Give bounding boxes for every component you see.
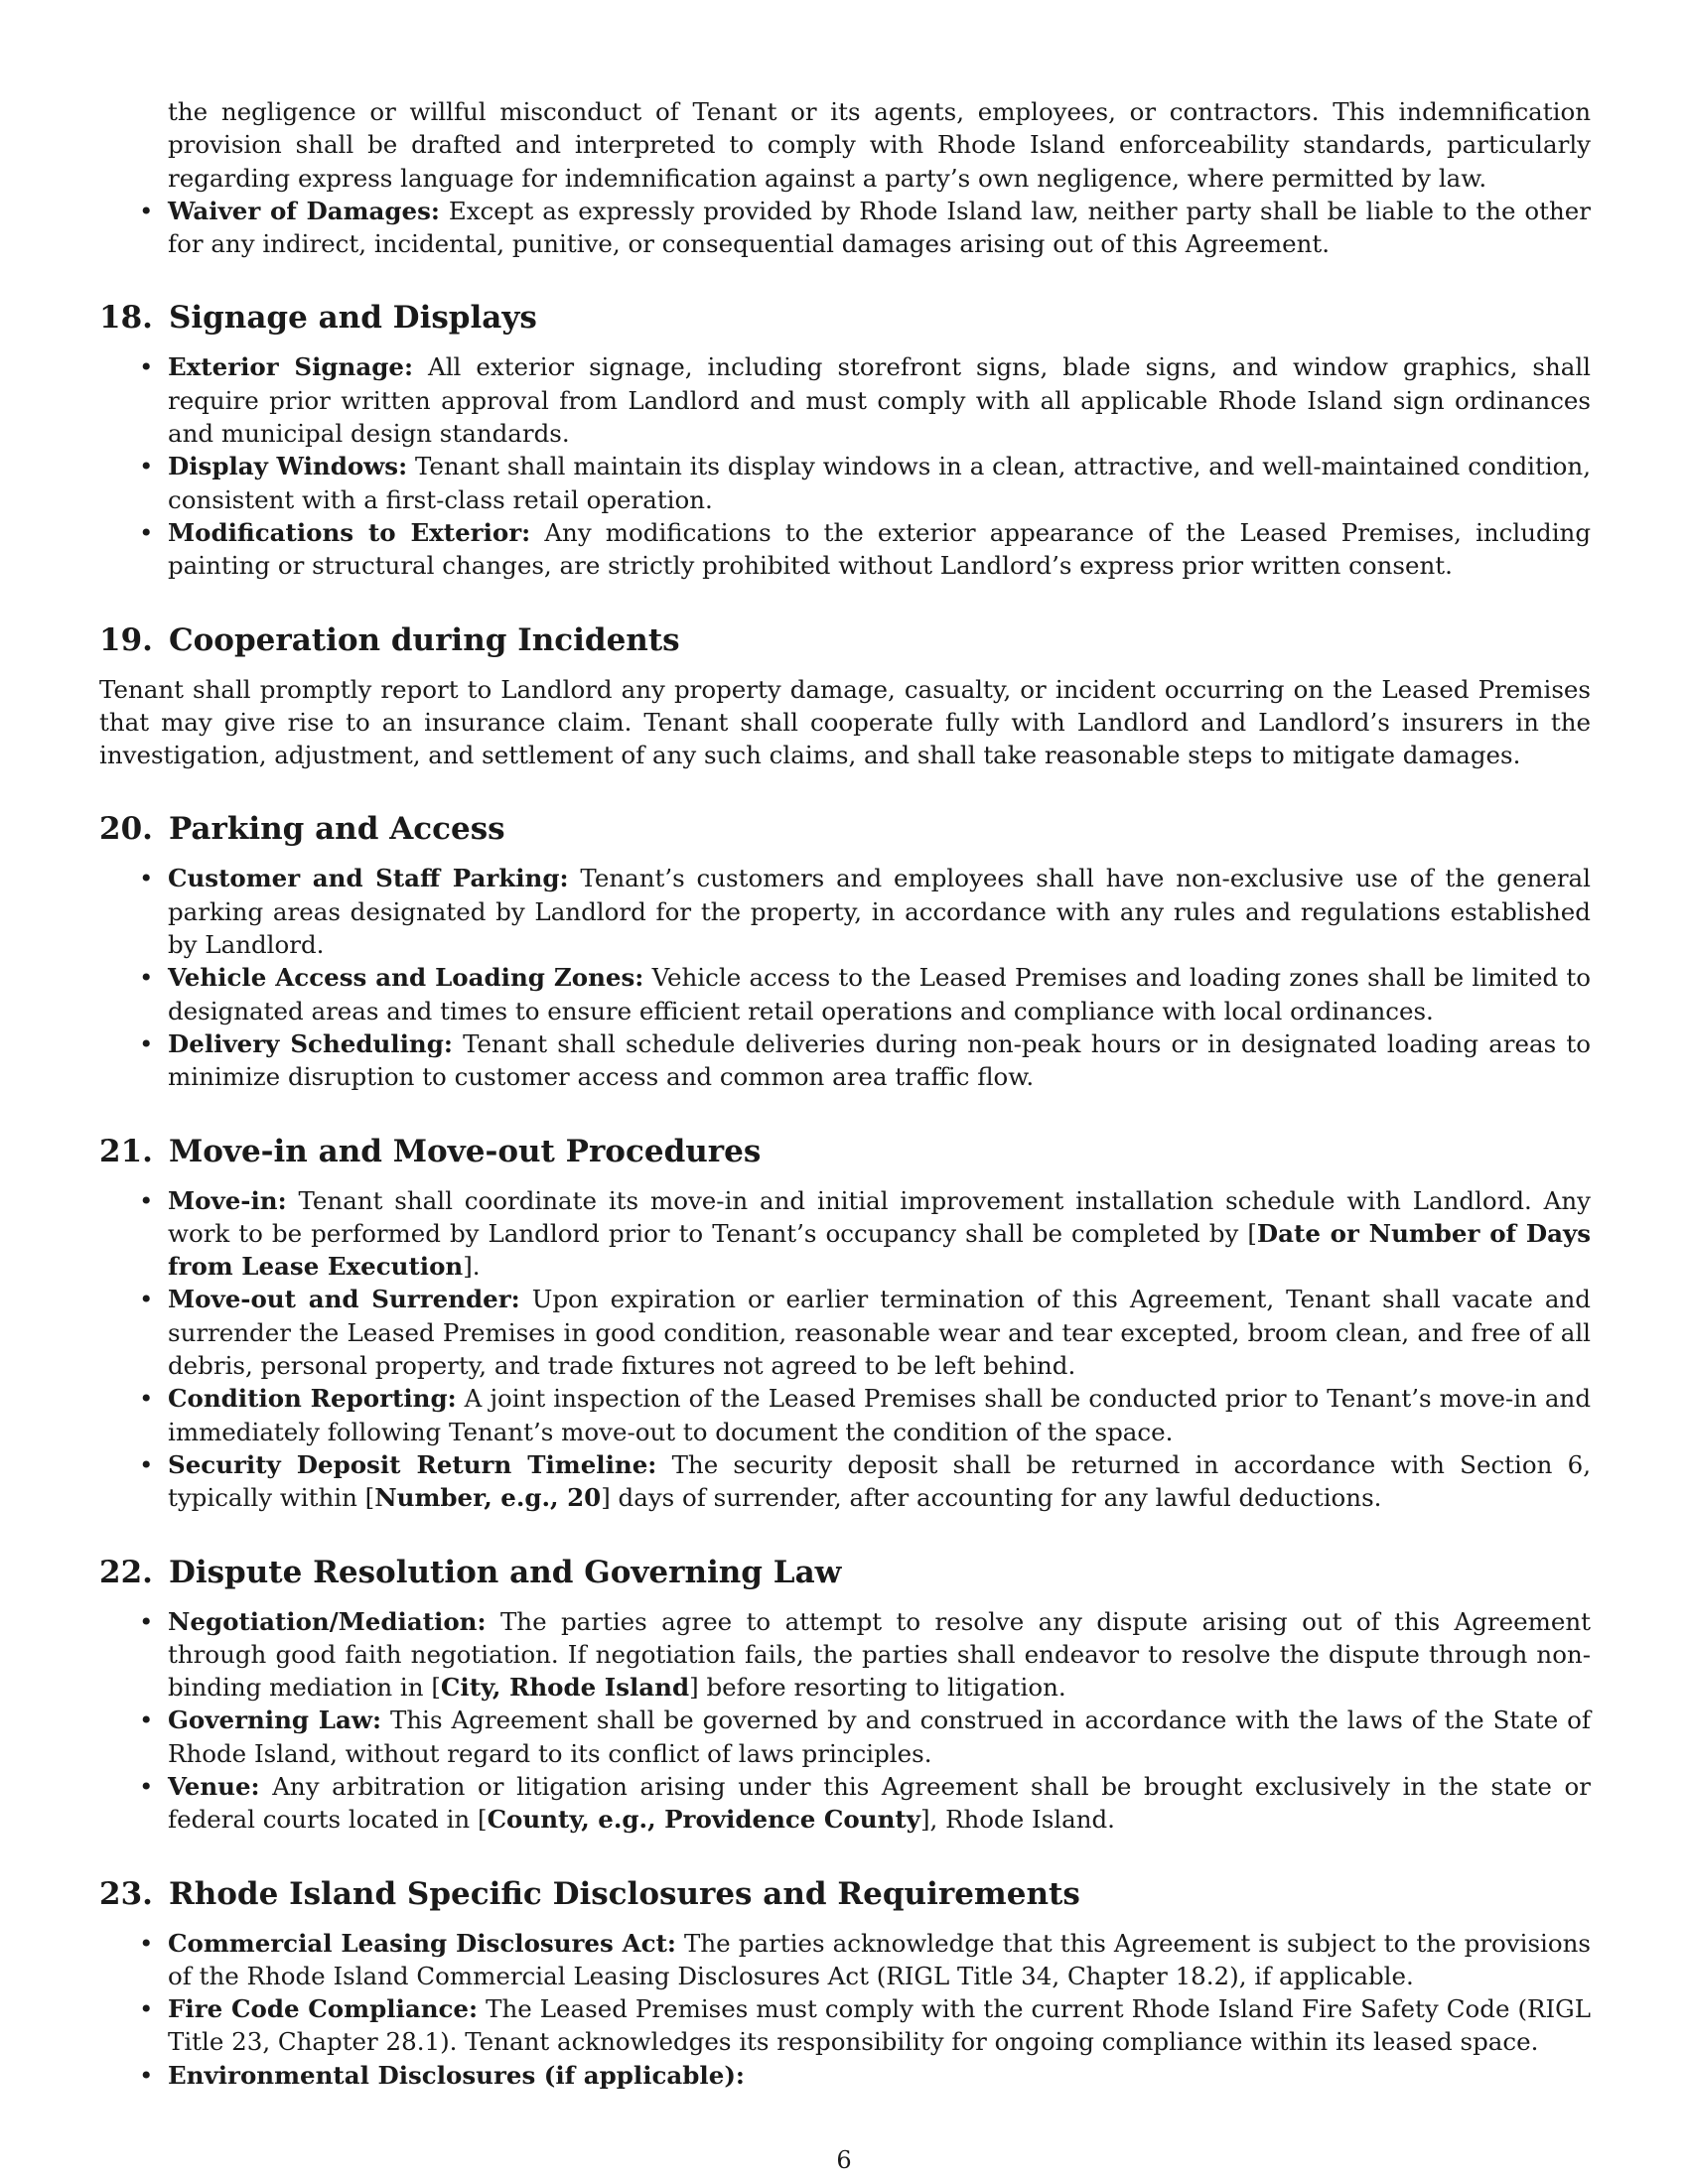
item-text: ] before resorting to litigation.	[689, 1673, 1066, 1703]
section-number: 21.	[99, 1133, 153, 1169]
list-item	[99, 1605, 1591, 1705]
list-item	[99, 1448, 1591, 1515]
indemnification-list	[99, 195, 1591, 261]
section-title: Parking and Access	[168, 811, 505, 848]
item-label: Negotiation/Mediation:	[168, 1606, 487, 1636]
item-label: Delivery Scheduling:	[168, 1028, 453, 1058]
item-text: Tenant shall maintain its display windows in a clean, attractive, and well-maintained condition, consistent with a first-class retail operation.	[168, 452, 1592, 514]
list-item	[99, 1927, 1591, 1993]
item-text: ].	[463, 1252, 481, 1282]
section-23-list	[99, 1927, 1591, 2092]
list-item	[99, 350, 1591, 450]
item-label: Commercial Leasing Disclosures Act:	[168, 1928, 676, 1958]
section-heading-22	[99, 1553, 1591, 1592]
item-label: Display Windows:	[168, 452, 408, 481]
item-label: Move-in:	[168, 1185, 287, 1215]
list-item	[99, 1704, 1591, 1770]
section-title: Rhode Island Specific Disclosures and Requirements	[168, 1875, 1080, 1912]
section-title: Signage and Displays	[168, 300, 537, 337]
item-text: This Agreement shall be governed by and construed in accordance with the laws of the State of Rhode Island, without regard to its conflict of laws principles.	[168, 1706, 1592, 1768]
section-number: 18.	[99, 300, 153, 337]
list-item	[99, 195, 1591, 261]
item-text: A joint inspection of the Leased Premises shall be conducted prior to Tenant’s move-in and immediately following Tenant’s move-out to document the condition of the space.	[168, 1384, 1591, 1446]
item-text: All exterior signage, including storefront signs, blade signs, and window graphics, shall require prior written approval from Landlord and must comply with all applicable Rhode Island sign ordinances and municipal design standards.	[168, 352, 1592, 449]
item-text: Except as expressly provided by Rhode Island law, neither party shall be liable to the other for any indirect, incidental, punitive, or consequential damages arising out of this Agreement.	[168, 196, 1591, 259]
item-label: Modifications to Exterior:	[168, 517, 531, 547]
item-label: Venue:	[168, 1771, 260, 1801]
placeholder-field: City, Rhode Island	[440, 1673, 690, 1703]
section-19-body: Tenant shall promptly report to Landlord any property damage, casualty, or incident occurring on the Leased Premises that may give rise to an insurance claim. Tenant shall cooperate fully with Landlord and Landlord’s insurers in the investigation, adjustment, and settlement of any such claims, and shall take reasonable steps to mitigate damages.	[99, 674, 1591, 770]
section-heading-23	[99, 1874, 1591, 1914]
document-page	[99, 95, 1591, 2092]
item-label: Condition Reporting:	[168, 1384, 457, 1414]
item-text: ], Rhode Island.	[919, 1805, 1115, 1835]
list-item	[99, 1184, 1591, 1284]
item-text: Any arbitration or litigation arising under this Agreement shall be brought exclusively in the state or federal courts located in [	[168, 1771, 1591, 1835]
section-number: 20.	[99, 811, 153, 848]
item-label: Vehicle Access and Loading Zones:	[168, 963, 644, 993]
item-label: Governing Law:	[168, 1706, 382, 1735]
item-text: ] days of surrender, after accounting for any lawful deductions.	[601, 1483, 1382, 1513]
page-number: 6	[836, 2146, 852, 2174]
list-item	[99, 1027, 1591, 1094]
list-item	[99, 2059, 1591, 2092]
section-heading-20	[99, 809, 1591, 849]
section-title: Move-in and Move-out Procedures	[168, 1133, 762, 1169]
placeholder-field: Date or Number of Days from Lease Execution	[168, 1218, 1591, 1282]
list-item	[99, 450, 1591, 516]
item-label: Customer and Staff Parking:	[168, 864, 569, 893]
placeholder-field: County, e.g., Providence County	[487, 1805, 920, 1835]
item-label: Fire Code Compliance:	[168, 1994, 479, 2024]
item-text: Tenant shall coordinate its move-in and initial improvement installation schedule with Landlord. Any work to be performed by Landlord prior to Tenant’s occupancy shall be completed by [	[168, 1185, 1591, 1248]
list-item	[99, 862, 1591, 961]
section-number: 23.	[99, 1875, 153, 1912]
item-text: The Leased Premises must comply with the current Rhode Island Fire Safety Code (RIGL Title 23, Chapter 28.1). Tenant acknowledges its responsibility for ongoing compliance within its leased space.	[168, 1994, 1591, 2057]
list-item	[99, 1770, 1591, 1837]
item-text: The parties agree to attempt to resolve any dispute arising out of this Agreement through good faith negotiation. If negotiation fails, the parties shall endeavor to resolve the dispute through non-binding mediation in [	[168, 1606, 1591, 1703]
item-label: Move-out and Surrender:	[168, 1285, 520, 1314]
item-text: Any modifications to the exterior appearance of the Leased Premises, including painting or structural changes, are strictly prohibited without Landlord’s express prior written consent.	[168, 517, 1591, 581]
item-text: The security deposit shall be returned in accordance with Section 6, typically within [	[168, 1449, 1591, 1513]
item-label: Waiver of Damages:	[168, 196, 440, 225]
section-number: 19.	[99, 621, 153, 658]
section-22-list	[99, 1605, 1591, 1837]
section-heading-21	[99, 1132, 1591, 1171]
list-item	[99, 516, 1591, 583]
section-title: Dispute Resolution and Governing Law	[168, 1554, 842, 1590]
section-heading-18	[99, 298, 1591, 338]
list-item	[99, 961, 1591, 1027]
section-heading-19	[99, 620, 1591, 660]
item-label: Environmental Disclosures (if applicable):	[168, 2060, 745, 2090]
section-20-list	[99, 862, 1591, 1093]
section-18-list	[99, 350, 1591, 582]
section-21-list	[99, 1184, 1591, 1515]
section-number: 22.	[99, 1554, 153, 1590]
item-text: The parties acknowledge that this Agreement is subject to the provisions of the Rhode Island Commercial Leasing Disclosures Act (RIGL Title 34, Chapter 18.2), if applicable.	[168, 1928, 1591, 1990]
item-text: Tenant’s customers and employees shall have non-exclusive use of the general parking areas designated by Landlord for the property, in accordance with any rules and regulations established by Landlord.	[168, 864, 1591, 960]
item-label: Security Deposit Return Timeline:	[168, 1449, 657, 1479]
list-item	[99, 1992, 1591, 2059]
section-title: Cooperation during Incidents	[168, 621, 680, 658]
list-item	[99, 1382, 1591, 1448]
item-text: Tenant shall schedule deliveries during non-peak hours or in designated loading areas to minimize disruption to customer access and common area traffic flow.	[168, 1028, 1591, 1092]
item-text: Vehicle access to the Leased Premises and loading zones shall be limited to designated areas and times to ensure efficient retail operations and compliance with local ordinances.	[168, 963, 1591, 1025]
list-item	[99, 1283, 1591, 1382]
indemnification-continuation: the negligence or willful misconduct of Tenant or its agents, employees, or contractors. This indemnification provision shall be drafted and interpreted to comply with Rhode Island enforceability standards, particularly regarding express language for indemnification against a party’s own negligence, where permitted by law.	[168, 97, 1591, 193]
placeholder-field: Number, e.g., 20	[374, 1483, 602, 1513]
item-label: Exterior Signage:	[168, 352, 413, 382]
item-text: Upon expiration or earlier termination of this Agreement, Tenant shall vacate and surrender the Leased Premises in good condition, reasonable wear and tear excepted, broom clean, and free of all debris, personal property, and trade fixtures not agreed to be left behind.	[168, 1285, 1591, 1381]
